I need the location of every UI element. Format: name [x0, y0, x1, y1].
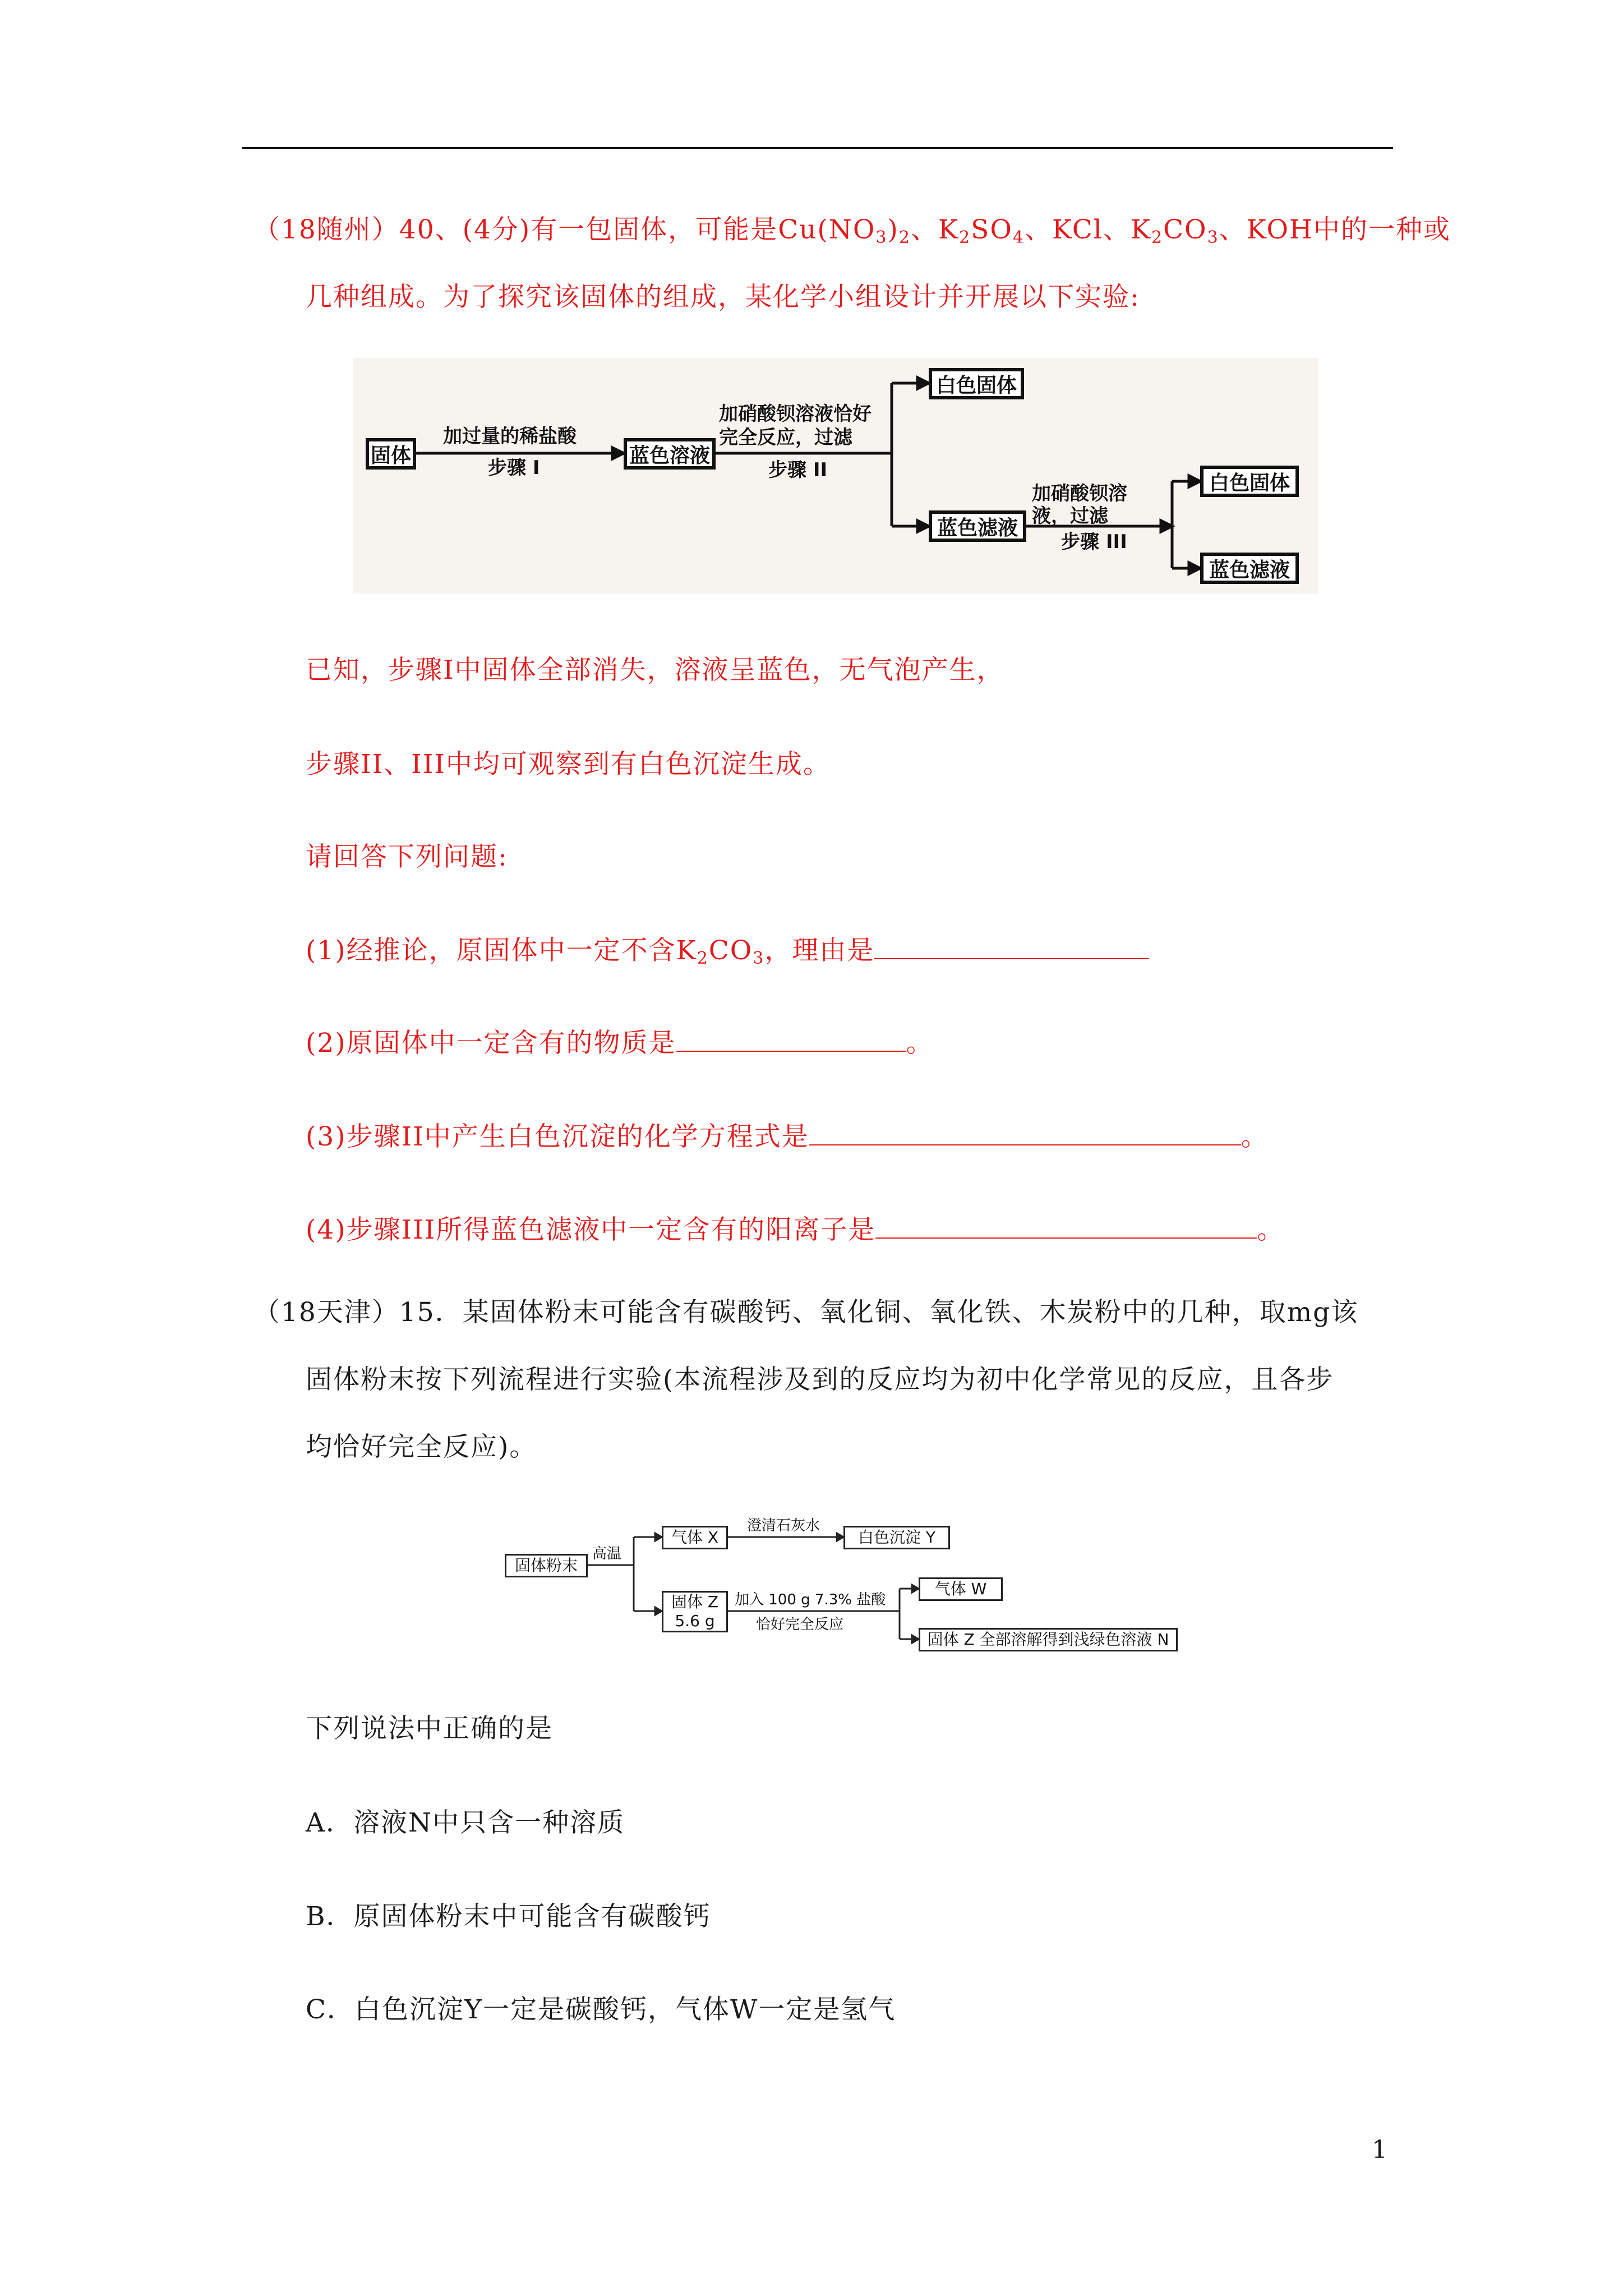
step3-reagent-line2: 液，过滤 — [1032, 505, 1108, 527]
q2-option-b: B．原固体粉末中可能含有碳酸钙 — [306, 1901, 711, 1932]
limewater-label: 澄清石灰水 — [747, 1517, 820, 1534]
white-solid-box-1: 白色固体 — [929, 368, 1024, 399]
add-hcl-label-2: 恰好完全反应 — [756, 1616, 844, 1633]
q1-known-1: 已知，步骤Ⅰ中固体全部消失，溶液呈蓝色，无气泡产生， — [306, 655, 1004, 685]
q2-option-c: C．白色沉淀Y一定是碳酸钙，气体W一定是氢气 — [306, 1994, 896, 2025]
q2-question: 下列说法中正确的是 — [306, 1713, 553, 1744]
white-ppt-y-box: 白色沉淀 Y — [843, 1526, 950, 1549]
answer-blank-4[interactable] — [875, 1215, 1257, 1239]
blue-filtrate-box-1: 蓝色滤液 — [929, 510, 1026, 542]
solid-z-box — [662, 1591, 728, 1632]
answer-blank-1[interactable] — [874, 936, 1149, 959]
step3-reagent-line1: 加硝酸钡溶 — [1032, 482, 1127, 505]
page-number: 1 — [1372, 2136, 1387, 2164]
powder-box: 固体粉末 — [505, 1554, 588, 1577]
step1-label: 步骤 I — [488, 457, 540, 479]
q2-line1: （18天津）15．某固体粉末可能含有碳酸钙、氧化铜、氧化铁、木炭粉中的几种，取mg该 — [253, 1297, 1359, 1328]
answer-blank-2[interactable] — [676, 1028, 906, 1052]
solution-n-box: 固体 Z 全部溶解得到浅绿色溶液 N — [919, 1628, 1178, 1651]
q1-line2: 几种组成。为了探究该固体的组成，某化学小组设计并开展以下实验: — [306, 282, 1140, 312]
q1-flow-diagram — [353, 358, 1318, 593]
answer-blank-3[interactable] — [809, 1122, 1241, 1145]
white-solid-box-2: 白色固体 — [1200, 466, 1299, 497]
blue-filtrate-box-2: 蓝色滤液 — [1200, 553, 1299, 584]
q2-option-a: A．溶液N中只含一种溶质 — [306, 1807, 625, 1838]
step2-label: 步骤 II — [768, 459, 828, 481]
q1-sub4: (4)步骤III所得蓝色滤液中一定含有的阳离子是 。 — [306, 1214, 1285, 1245]
gas-w-box: 气体 W — [919, 1577, 1003, 1601]
solid-z-mass: 5.6 g — [675, 1612, 715, 1630]
q1-sub3: (3)步骤II中产生白色沉淀的化学方程式是 。 — [306, 1121, 1269, 1152]
q1-line1: （18随州）40、(4分)有一包固体，可能是$Cu(NO_3)_2$、$K_2SO_4$、KCl、$K_2CO_3$、KOH中的一种或 — [253, 214, 1451, 247]
q1-known-2: 步骤II、III中均可观察到有白色沉淀生成。 — [306, 749, 831, 780]
q1-prompt: 请回答下列问题: — [306, 841, 508, 872]
blue-solution-box: 蓝色溶液 — [624, 438, 716, 470]
step3-label: 步骤 III — [1061, 531, 1127, 553]
solid-box-label: 固体 — [366, 438, 416, 470]
q2-flow-diagram — [494, 1515, 1189, 1660]
step2-reagent-line2: 完全反应，过滤 — [719, 426, 852, 449]
header-rule — [242, 147, 1393, 149]
q1-sub1: (1)经推论，原固体中一定不含$K_2CO_3$，理由是 — [306, 934, 1149, 968]
step2-reagent-line1: 加硝酸钡溶液恰好 — [719, 403, 872, 425]
q1-sub2: (2)原固体中一定含有的物质是 。 — [306, 1028, 934, 1059]
step1-reagent: 加过量的稀盐酸 — [443, 425, 577, 448]
gas-x-box: 气体 X — [662, 1526, 728, 1549]
q2-line3: 均恰好完全反应)。 — [306, 1432, 537, 1462]
high-temp-label: 高温 — [592, 1545, 622, 1562]
q2-line2: 固体粉末按下列流程进行实验(本流程涉及到的反应均为初中化学常见的反应，且各步 — [306, 1364, 1334, 1395]
solid-z-name: 固体 Z — [671, 1593, 719, 1611]
add-hcl-label-1: 加入 100 g 7.3% 盐酸 — [735, 1591, 886, 1608]
